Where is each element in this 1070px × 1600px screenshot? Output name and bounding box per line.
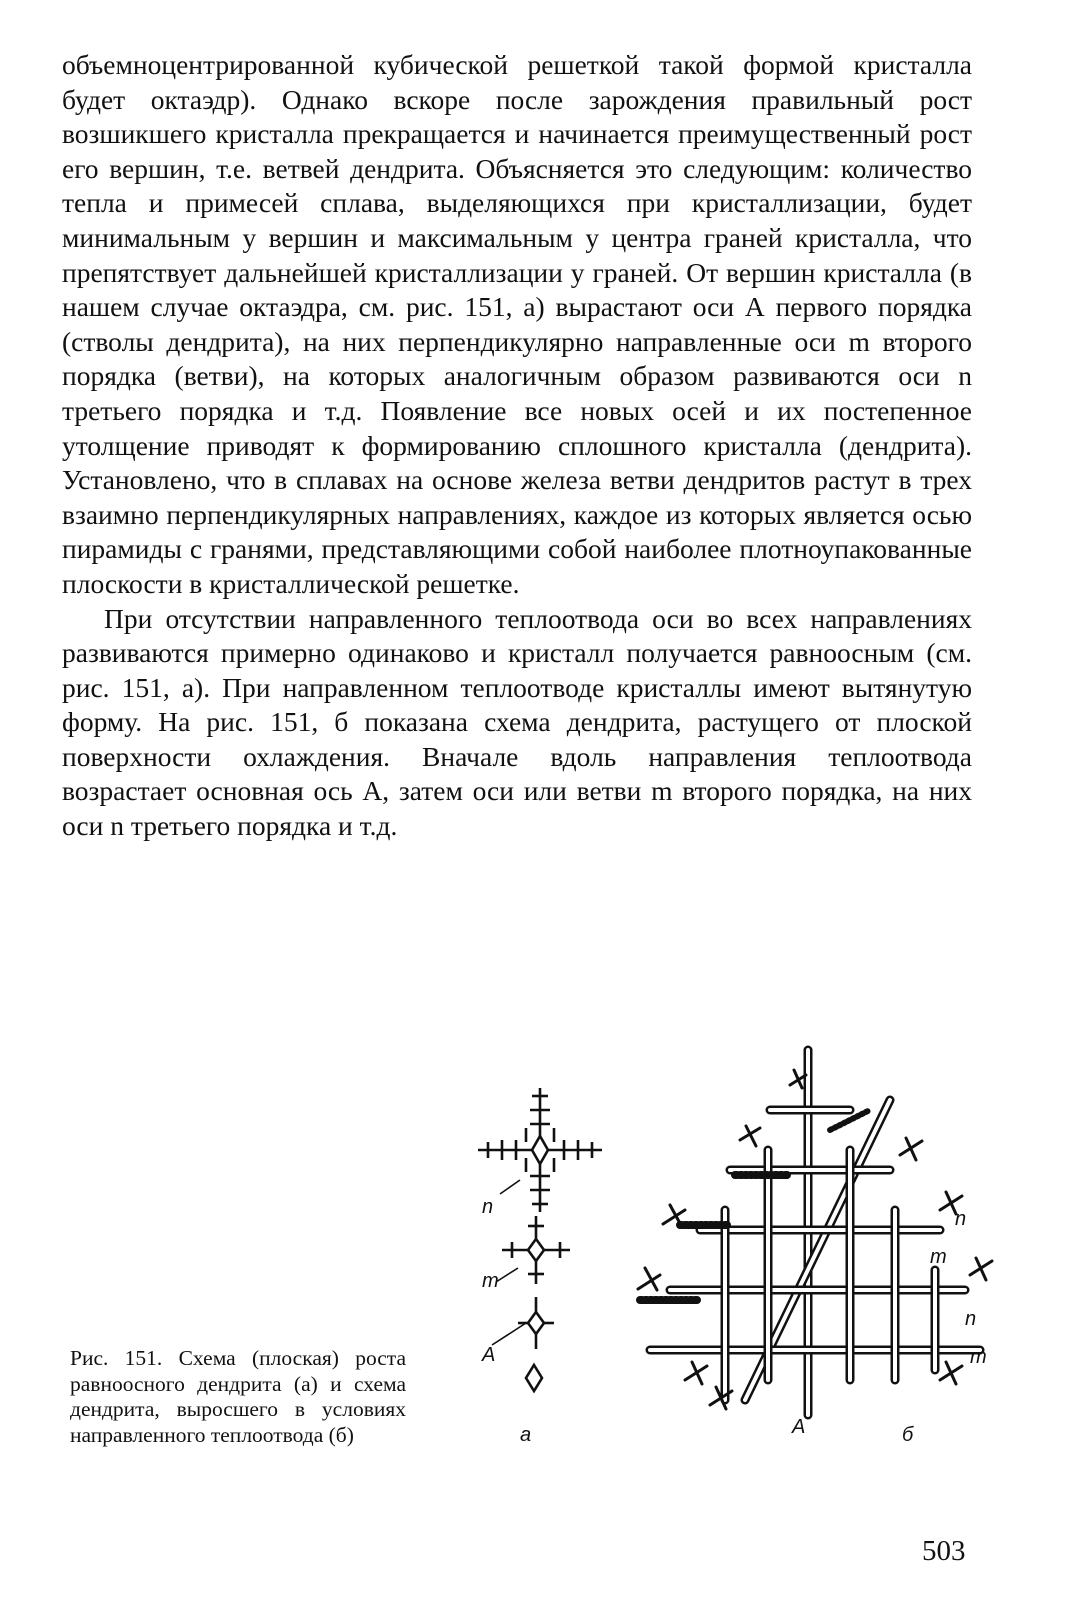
directional-dendrite <box>638 1050 992 1415</box>
label-A-right: A <box>792 1416 806 1438</box>
dendrite-stage-small <box>492 1297 554 1349</box>
label-m-right: m <box>930 1246 947 1268</box>
figure-151 <box>470 1040 1000 1440</box>
label-m-right-2: m <box>970 1346 987 1368</box>
dendrite-nucleus <box>526 1365 542 1391</box>
label-m-left: m <box>482 1270 499 1292</box>
dendrite-stage-medium <box>496 1216 570 1284</box>
paragraph-2: При отсутствии направленного теплоотвода оси во всех направлениях развиваются примерно одинаково и кристалл получается равноосным (см. рис. 151, а). При направленном теплоотводе кристаллы имеют вытянутую форму. На рис. 151, б показана схема дендрита, растущего от плоской поверхности охлаждения. Вначале вдоль направления теплоотвода возрастает основная ось А, затем оси или ветви m второго порядка, на них оси n третьего порядка и т.д. <box>62 602 972 842</box>
vertical-branches <box>725 1150 935 1400</box>
dendrite-stage-large <box>478 1088 602 1212</box>
equiaxed-dendrite-stages <box>478 1088 602 1391</box>
label-panel-a: а <box>520 1424 532 1446</box>
label-n-left: n <box>482 1196 494 1218</box>
label-n-right-2: n <box>965 1308 977 1330</box>
page-number: 503 <box>922 1535 966 1567</box>
label-panel-b: б <box>902 1424 914 1446</box>
label-A-left: A <box>482 1344 496 1366</box>
label-n-right: n <box>955 1208 967 1230</box>
figure-caption: Рис. 151. Схема (плоская) роста равноосного дендрита (а) и схема дендрита, выросшего в условиях направленного теплоотвода (б) <box>70 1346 406 1447</box>
paragraph-1: объемноцентрированной кубической решеткой такой формой кристалла будет октаэдр). Однако вскоре после зарождения правильный рост возшикшего кристалла прекращается и начинается преимущественный рост его вершин, т.е. ветвей дендрита. Объясняется это следующим: количество тепла и примесей сплава, выделяющихся при кристаллизации, будет минимальным у вершин и максимальным у центра граней кристалла, что препятствует дальнейшей кристаллизации у граней. От вершин кристалла (в нашем случае октаэдра, см. рис. 151, а) вырастают оси А первого порядка (стволы дендрита), на них перпендикулярно направленные оси m второго порядка (ветви), на которых аналогичным образом развиваются оси n третьего порядка и т.д. Появление все новых осей и их постепенное утолщение приводят к формированию сплошного кристалла (дендрита). Установлено, что в сплавах на основе железа ветви дендритов растут в трех взаимно перпендикулярных направлениях, каждое из которых является осью пирамиды с гранями, представляющими собой наиболее плотноупакованные плоскости в кристаллической решетке. <box>62 49 972 599</box>
main-text <box>62 48 972 844</box>
